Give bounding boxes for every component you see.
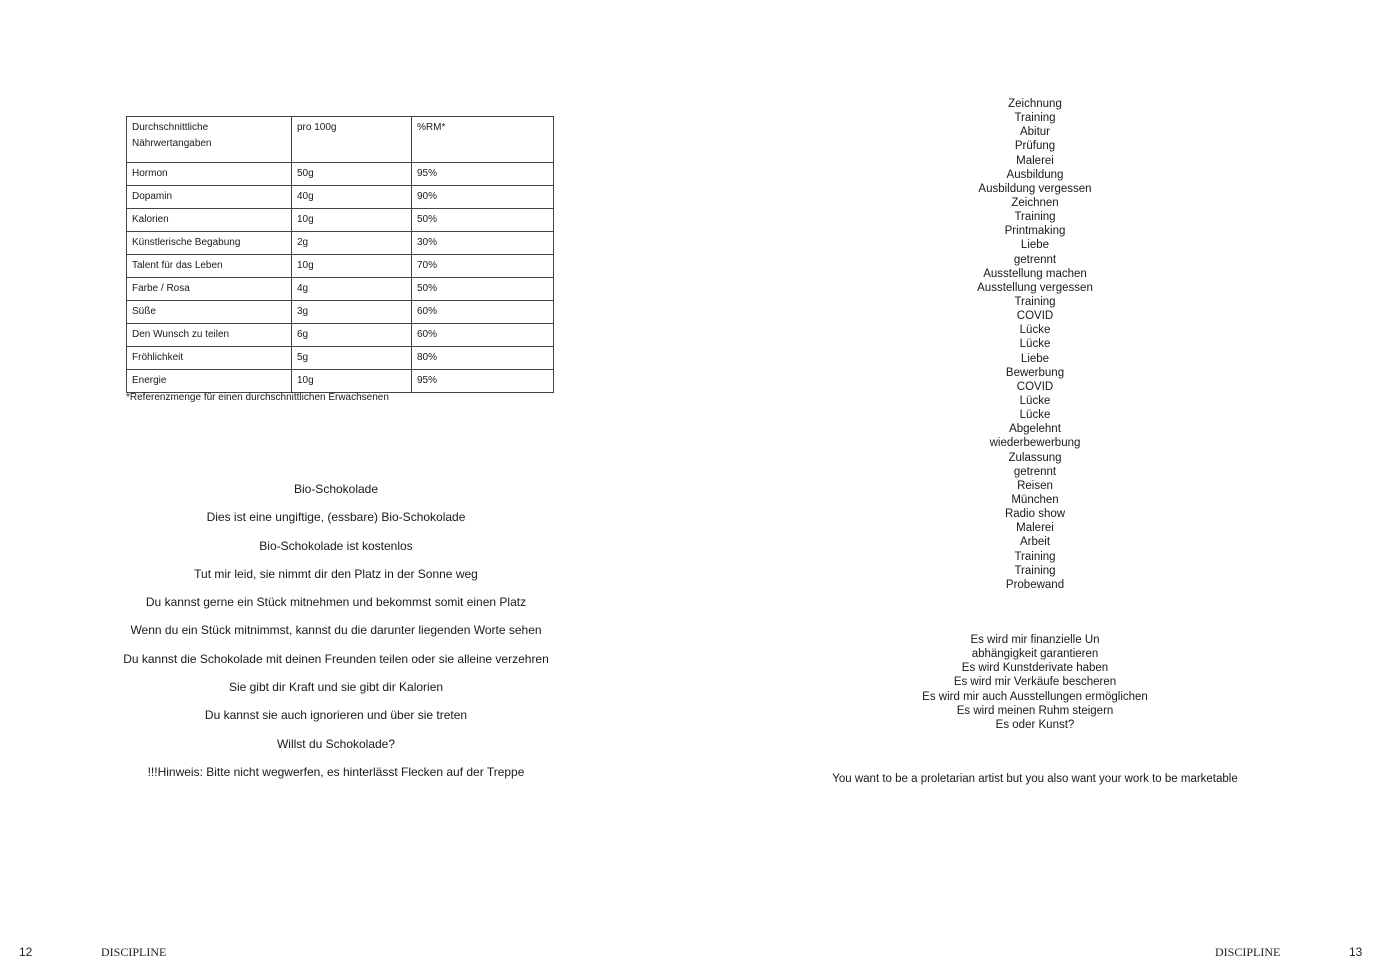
biography-word-list: [920, 97, 1150, 592]
table-row: [127, 186, 554, 209]
word-list-item: Lücke: [1019, 324, 1051, 337]
word-list-item: Training: [1014, 211, 1056, 224]
table-cell: Energie: [127, 370, 292, 393]
table-row: [127, 232, 554, 255]
chocolate-line: Du kannst sie auch ignorieren und über sie treten: [204, 708, 468, 723]
word-list-item: Liebe: [1020, 239, 1050, 252]
table-row: [127, 370, 554, 393]
table-row: [127, 209, 554, 232]
table-cell: 50%: [412, 209, 554, 232]
table-cell: Kalorien: [127, 209, 292, 232]
money-line: Es wird mir auch Ausstellungen ermöglichen: [922, 690, 1148, 703]
table-row: [127, 347, 554, 370]
table-cell: 80%: [412, 347, 554, 370]
word-list-item: Training: [1014, 295, 1056, 308]
word-list-item: Abgelehnt: [1009, 423, 1061, 436]
word-list-item: Radio show: [1004, 508, 1066, 521]
table-cell: Dopamin: [127, 186, 292, 209]
table-cell: 3g: [292, 301, 412, 324]
word-list-item: Zulassung: [1008, 451, 1062, 464]
running-title-left: DISCIPLINE: [101, 945, 167, 959]
table-row: [127, 163, 554, 186]
table-cell: 2g: [292, 232, 412, 255]
word-list-item: COVID: [1016, 380, 1054, 393]
word-list-item: Training: [1014, 550, 1056, 563]
word-list-item: Malerei: [1016, 154, 1054, 167]
word-list-item: getrennt: [1013, 253, 1057, 266]
word-list-item: Probewand: [1005, 578, 1065, 591]
table-header-cell: Durchschnittliche Nährwertangaben: [127, 117, 292, 163]
chocolate-line: Willst du Schokolade?: [276, 736, 396, 751]
table-cell: 4g: [292, 278, 412, 301]
word-list-item: Ausstellung vergessen: [977, 281, 1093, 294]
word-list-item: Printmaking: [1004, 225, 1066, 238]
money-line: Es oder Kunst?: [995, 718, 1075, 731]
table-row: [127, 255, 554, 278]
table-header-row: [127, 117, 554, 163]
chocolate-line: Bio-Schokolade: [293, 482, 379, 496]
table-cell: Farbe / Rosa: [127, 278, 292, 301]
table-cell: 50g: [292, 163, 412, 186]
table-cell: 95%: [412, 370, 554, 393]
table-cell: 6g: [292, 324, 412, 347]
table-cell: Künstlerische Begabung: [127, 232, 292, 255]
table-header-cell: %RM*: [412, 117, 554, 163]
word-list-item: Liebe: [1020, 352, 1050, 365]
word-list-item: Zeichnung: [1008, 98, 1062, 110]
word-list-item: Abitur: [1019, 126, 1051, 139]
table-cell: 5g: [292, 347, 412, 370]
word-list-item: Malerei: [1016, 522, 1054, 535]
table-cell: 70%: [412, 255, 554, 278]
money-text-block: [900, 633, 1170, 732]
table-cell: Süße: [127, 301, 292, 324]
table-row: [127, 278, 554, 301]
page-number-right: 13: [1349, 945, 1363, 959]
money-line: Es wird mir finanzielle Un: [970, 634, 1100, 646]
table-row: [127, 324, 554, 347]
word-list-item: Reisen: [1017, 479, 1053, 492]
table-cell: 95%: [412, 163, 554, 186]
word-list-item: Training: [1014, 112, 1056, 125]
chocolate-line: Wenn du ein Stück mitnimmst, kannst du die darunter liegenden Worte sehen: [130, 623, 542, 638]
word-list-item: Training: [1014, 564, 1056, 577]
chocolate-line: Bio-Schokolade ist kostenlos: [259, 538, 413, 553]
chocolate-line: !!!Hinweis: Bitte nicht wegwerfen, es hinterlässt Flecken auf der Treppe: [147, 764, 525, 779]
table-header-cell: pro 100g: [292, 117, 412, 163]
word-list-item: Arbeit: [1019, 536, 1051, 549]
running-title-right: DISCIPLINE: [1215, 945, 1281, 959]
table-cell: 50%: [412, 278, 554, 301]
table-cell: 30%: [412, 232, 554, 255]
word-list-item: Ausbildung: [1006, 168, 1064, 181]
table-cell: 10g: [292, 255, 412, 278]
word-list-item: Lücke: [1019, 409, 1051, 422]
table-cell: 10g: [292, 370, 412, 393]
table-cell: 60%: [412, 301, 554, 324]
table-row: [127, 301, 554, 324]
table-cell: Fröhlichkeit: [127, 347, 292, 370]
table-cell: Talent für das Leben: [127, 255, 292, 278]
table-footnote: *Referenzmenge für einen durchschnittlichen Erwachsenen: [126, 392, 389, 403]
money-line: Es wird meinen Ruhm steigern: [956, 704, 1114, 717]
chocolate-line: Dies ist eine ungiftige, (essbare) Bio-Schokolade: [206, 510, 466, 525]
word-list-item: Prüfung: [1014, 140, 1056, 153]
page-number-left: 12: [19, 945, 33, 959]
table-cell: 10g: [292, 209, 412, 232]
word-list-item: Bewerbung: [1005, 366, 1065, 379]
word-list-item: getrennt: [1013, 465, 1057, 478]
word-list-item: Lücke: [1019, 394, 1051, 407]
word-list-item: München: [1011, 493, 1059, 506]
table-cell: 90%: [412, 186, 554, 209]
table-cell: 60%: [412, 324, 554, 347]
chocolate-line: Sie gibt dir Kraft und sie gibt dir Kalorien: [228, 680, 444, 695]
word-list-item: Lücke: [1019, 338, 1051, 351]
chocolate-text-block: [100, 479, 572, 790]
word-list-item: Ausbildung vergessen: [978, 182, 1092, 195]
money-line: Es wird mir Verkäufe bescheren: [953, 676, 1117, 689]
table-cell: 40g: [292, 186, 412, 209]
chocolate-line: Du kannst die Schokolade mit deinen Freunden teilen oder sie alleine verzehren: [123, 651, 549, 666]
word-list-item: Ausstellung machen: [983, 267, 1087, 280]
word-list-item: Zeichnen: [1011, 196, 1059, 209]
table-cell: Hormon: [127, 163, 292, 186]
chocolate-line: Tut mir leid, sie nimmt dir den Platz in der Sonne weg: [194, 566, 478, 581]
word-list-item: COVID: [1016, 310, 1054, 323]
table-cell: Den Wunsch zu teilen: [127, 324, 292, 347]
money-line: Es wird Kunstderivate haben: [961, 662, 1109, 675]
chocolate-line: Du kannst gerne ein Stück mitnehmen und bekommst somit einen Platz: [145, 595, 527, 610]
word-list-item: wiederbewerbung: [989, 437, 1081, 450]
closing-line: You want to be a proletarian artist but you also want your work to be marketable: [832, 773, 1238, 785]
nutrition-table: [126, 116, 554, 393]
money-line: abhängigkeit garantieren: [971, 648, 1099, 661]
